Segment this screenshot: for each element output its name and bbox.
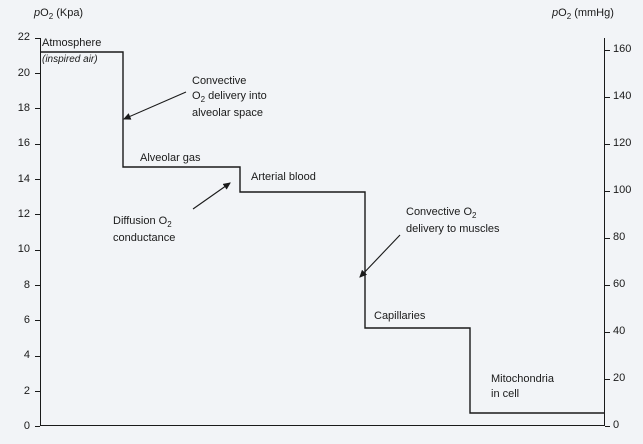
y-tick-label-left: 0 — [23, 420, 30, 432]
y-tickmark-right — [605, 97, 610, 98]
y-tickmark-right — [605, 332, 610, 333]
left-axis-title-p: p — [34, 7, 41, 19]
annotation-arterial-blood: Arterial blood — [251, 171, 316, 183]
annotation-capillaries: Capillaries — [374, 310, 426, 322]
annotation-convective-o2-delivery-muscles — [406, 205, 500, 237]
y-tickmark-right — [605, 379, 610, 380]
y-tick-label-right: 140 — [613, 90, 632, 102]
annotation-diffusion-conductance — [113, 214, 175, 246]
y-tick-label-left: 22 — [17, 31, 30, 43]
y-tick-label-right: 160 — [613, 43, 632, 55]
right-axis-title-sub: 2 — [566, 12, 572, 22]
y-tickmark-right — [605, 144, 610, 145]
annotation-line-1: Mitochondria — [491, 373, 554, 385]
right-axis-title-p: p — [552, 7, 559, 19]
y-tick-label-left: 18 — [17, 102, 30, 114]
annotation-line-1: Convective $O_2$ — [406, 206, 477, 221]
y-tick-label-right: 100 — [613, 184, 632, 196]
annotation-convective-o2-delivery-alveolar — [192, 74, 267, 121]
annotation-line-2: delivery to muscles — [406, 222, 500, 235]
annotation-line-2: conductance — [113, 231, 176, 244]
y-tick-label-right: 80 — [613, 231, 626, 243]
y-tick-label-left: 20 — [17, 67, 30, 79]
y-tickmark-right — [605, 238, 610, 239]
annotation-mitochondria-in-cell — [491, 372, 554, 402]
left-axis-title: $pO_2$ (Kpa) — [34, 7, 84, 22]
y-tick-label-left: 10 — [17, 243, 30, 255]
left-axis-title-sub: 2 — [48, 12, 54, 22]
annotation-inspired-air: (inspired air) — [42, 54, 98, 65]
y-tick-label-left: 8 — [23, 279, 30, 291]
annotation-line-3: alveolar space — [192, 106, 263, 119]
right-axis-title-unit: (mmHg) — [571, 7, 614, 19]
y-tick-label-left: 2 — [23, 385, 30, 397]
y-tickmark-right — [605, 191, 610, 192]
annotation-line-2: $O_2$ delivery into — [192, 89, 267, 105]
y-tickmark-left — [35, 426, 40, 427]
left-axis-title-unit: (Kpa) — [53, 7, 84, 19]
y-tick-label-right: 40 — [613, 325, 626, 337]
y-tick-label-left: 14 — [17, 173, 30, 185]
annotation-line-1: Diffusion $O_2$ — [113, 215, 172, 230]
y-tickmark-right — [605, 50, 610, 51]
annotation-alveolar-gas: Alveolar gas — [140, 152, 201, 164]
y-tickmark-right — [605, 285, 610, 286]
y-tick-label-left: 4 — [23, 349, 30, 361]
annotation-line-1: Convective — [192, 75, 247, 87]
annotation-line-2: in cell — [491, 387, 520, 400]
y-tick-label-left: 6 — [23, 314, 30, 326]
y-tick-label-left: 16 — [17, 137, 30, 149]
y-tick-label-right: 0 — [613, 419, 620, 431]
annotation-atmosphere: Atmosphere — [42, 37, 102, 49]
right-axis-title: $pO_2$ (mmHg) — [552, 7, 614, 22]
y-tick-label-right: 120 — [613, 137, 632, 149]
y-tick-label-right: 20 — [613, 372, 626, 384]
y-tick-label-left: 12 — [17, 208, 30, 220]
y-tickmark-right — [605, 426, 610, 427]
y-tick-label-right: 60 — [613, 278, 626, 290]
